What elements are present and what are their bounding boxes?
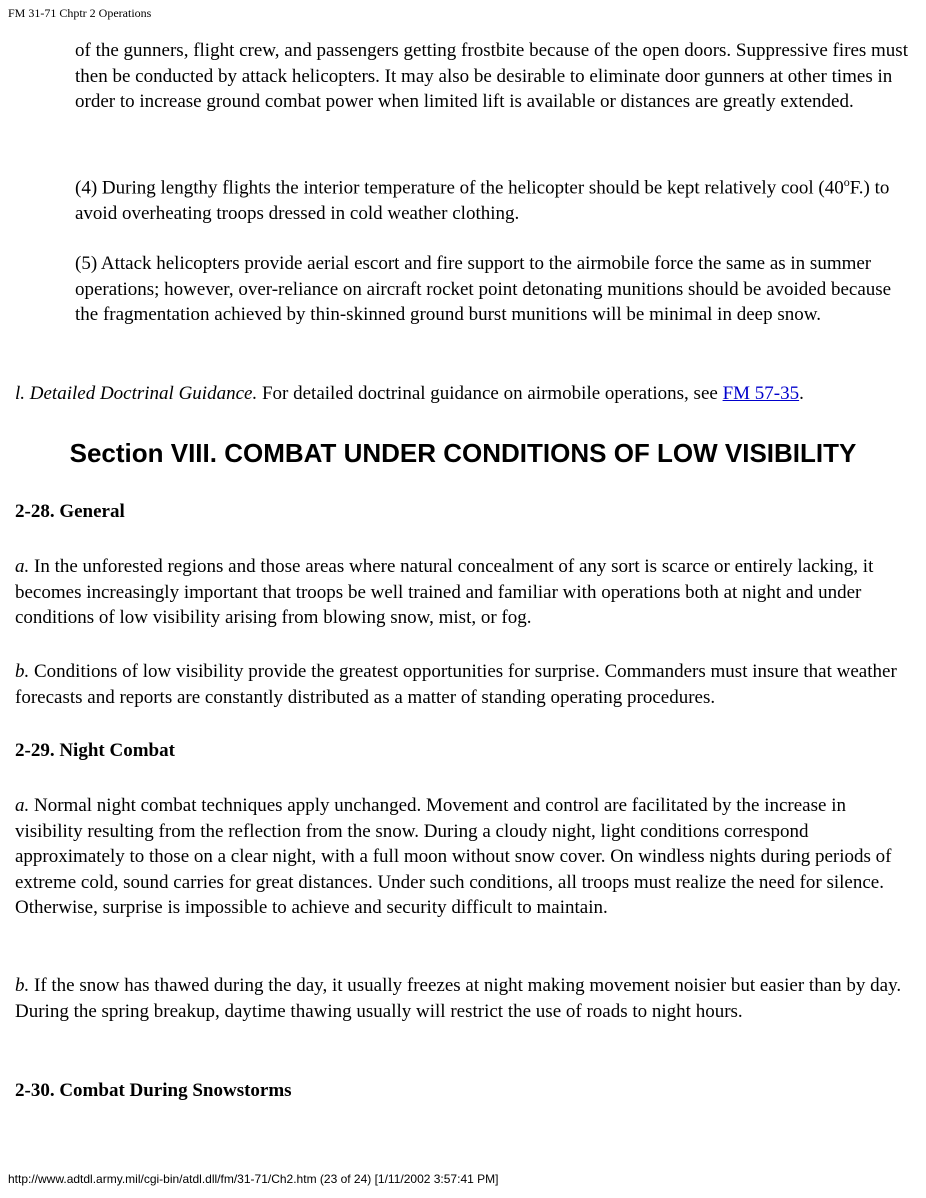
item-l-text: For detailed doctrinal guidance on airmobile operations, see bbox=[257, 383, 723, 404]
para-2-29-b-text: If the snow has thawed during the day, it usually freezes at night making movement noisier but easier than by day. During the spring breakup, daytime thawing usually will restrict the use of roads to night hours. bbox=[15, 975, 902, 1022]
continuation-paragraph: of the gunners, flight crew, and passengers getting frostbite because of the open doors. Suppressive fires must then be conducted by attack helicopters. It may also be desirable to eliminate door gunners at other times in order to increase ground combat power when limited lift is available or distances are greatly extended. bbox=[75, 40, 908, 112]
para-2-29-a bbox=[15, 793, 915, 921]
para-2-29-b-lead: b. bbox=[15, 975, 30, 996]
heading-2-28: 2-28. General bbox=[15, 501, 125, 522]
item-l-end: . bbox=[799, 383, 804, 404]
para-2-29-a-text: Normal night combat techniques apply unchanged. Movement and control are facilitated by the increase in visibility resulting from the reflection from the snow. During a cloudy night, light conditions correspond approximately to those on a clear night, with a full moon without snow cover. On windless nights during periods of extreme cold, sound carries for great distances. Under such conditions, all troops must realize the need for silence. Otherwise, surprise is impossible to achieve and security difficult to maintain. bbox=[15, 795, 892, 918]
para-2-28-b-lead: b. bbox=[15, 661, 30, 682]
item-4-text-before: (4) During lengthy flights the interior temperature of the helicopter should be kept relatively cool (40 bbox=[75, 177, 844, 199]
para-2-28-b-text: Conditions of low visibility provide the greatest opportunities for surprise. Commanders must insure that weather forecasts and reports are constantly distributed as a matter of standing operating procedures. bbox=[15, 661, 897, 708]
para-2-28-b bbox=[15, 659, 915, 710]
para-2-28-a bbox=[15, 554, 915, 631]
fm-57-35-link[interactable]: FM 57-35 bbox=[722, 383, 800, 404]
section-title: Section VIII. COMBAT UNDER CONDITIONS OF LOW VISIBILITY bbox=[69, 438, 857, 468]
running-header: FM 31-71 Chptr 2 Operations bbox=[8, 6, 152, 20]
item-4-text-after: F.) to avoid overheating troops dressed in cold weather clothing. bbox=[75, 177, 890, 224]
page-footer-url: http://www.adtdl.army.mil/cgi-bin/atdl.dll/fm/31-71/Ch2.htm (23 of 24) [1/11/2002 3:57:41 PM] bbox=[8, 1172, 499, 1186]
item-l-paragraph bbox=[15, 381, 915, 407]
para-2-29-b bbox=[15, 973, 915, 1024]
para-2-28-a-text: In the unforested regions and those areas where natural concealment of any sort is scarce or entirely lacking, it becomes increasingly important that troops be well trained and familiar with operations both at night and under conditions of low visibility arising from blowing snow, mist, or fog. bbox=[15, 556, 874, 628]
para-2-29-a-lead: a. bbox=[15, 795, 30, 816]
item-5-paragraph: (5) Attack helicopters provide aerial escort and fire support to the airmobile force the same as in summer operations; however, over-reliance on aircraft rocket point detonating munitions should be avoided because the fragmentation achieved by thin-skinned ground burst munitions will be minimal in deep snow. bbox=[75, 253, 892, 325]
heading-2-30: 2-30. Combat During Snowstorms bbox=[15, 1080, 292, 1101]
item-l-lead: l. Detailed Doctrinal Guidance. bbox=[15, 383, 258, 404]
item-4-paragraph bbox=[75, 170, 910, 226]
heading-2-29: 2-29. Night Combat bbox=[15, 740, 175, 761]
degree-superscript: o bbox=[843, 175, 850, 189]
para-2-28-a-lead: a. bbox=[15, 556, 30, 577]
